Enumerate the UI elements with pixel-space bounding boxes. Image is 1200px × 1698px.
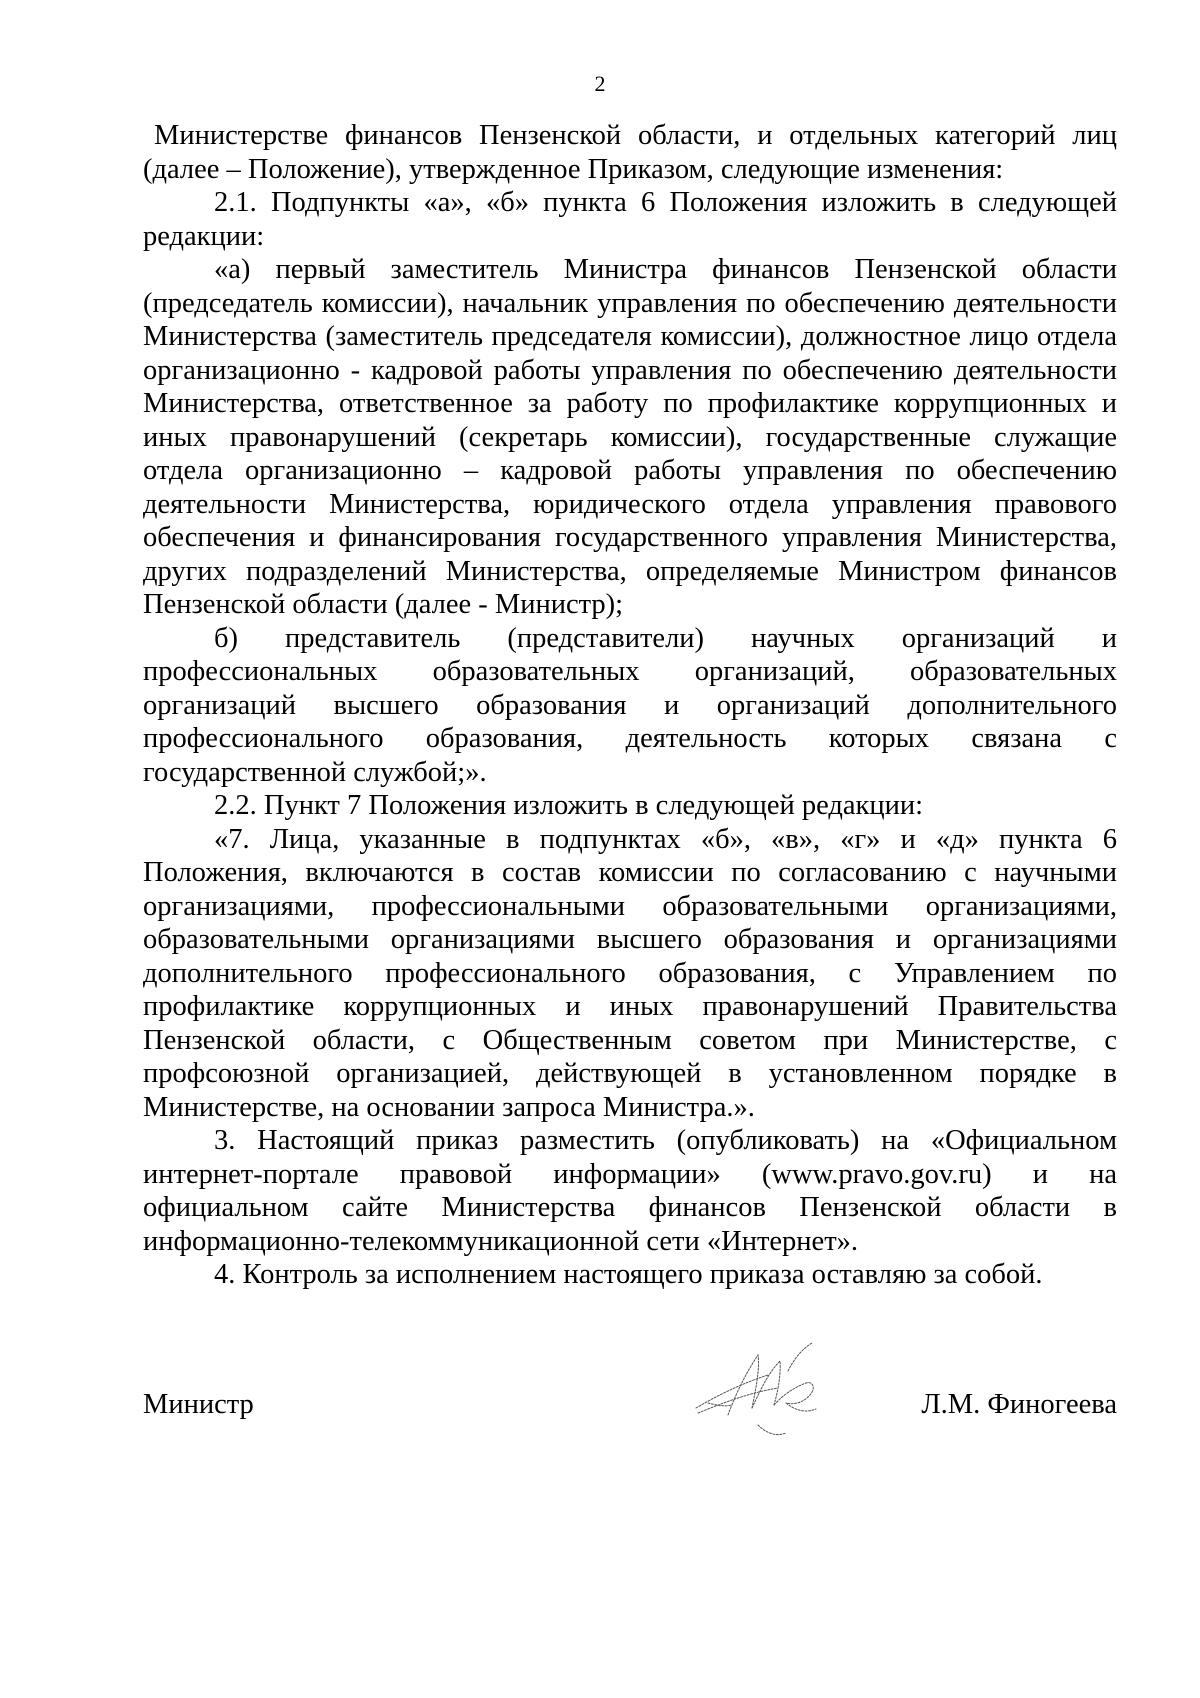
document-body (143, 119, 1117, 1292)
signature-block (143, 1388, 1117, 1428)
paragraph-2-1: 2.1. Подпункты «а», «б» пункта 6 Положения изложить в следующей редакции: (143, 187, 1117, 252)
paragraph-3: 3. Настоящий приказ разместить (опубликовать) на «Официальном интернет-портале правовой информации» (www.pravo.gov.ru) и на официальном сайте Министерства финансов Пензенской области в информационно-телекоммуникационной сети «Интернет». (143, 1125, 1117, 1257)
signatory-name: Л.М. Финогеева (921, 1389, 1117, 1420)
page-number: 2 (594, 71, 606, 96)
paragraph-subitem-a: «а) первый заместитель Министра финансов Пензенской области (председатель комиссии), начальник управления по обеспечению деятельности Министерства (заместитель председателя комиссии), должностное лицо отдела организационно - кадровой работы управления по обеспечению деятельности Министерства, ответственное за работу по профилактике коррупционных и иных правонарушений (секретарь комиссии), государственные служащие отдела организационно – кадровой работы управления по обеспечению деятельности Министерства, юридического отдела управления правового обеспечения и финансирования государственного управления Министерства, других подразделений Министерства, определяемые Министром финансов Пензенской области (далее - Министр); (143, 254, 1117, 620)
signatory-title: Министр (143, 1389, 254, 1420)
paragraph-2-2: 2.2. Пункт 7 Положения изложить в следующей редакции: (214, 790, 924, 821)
paragraph-subitem-b: б) представитель (представители) научных организаций и профессиональных образовательных организаций, образовательных организаций высшего образования и организаций дополнительного профессионального образования, деятельность которых связана с государственной службой;». (143, 622, 1117, 788)
paragraph-4: 4. Контроль за исполнением настоящего приказа оставляю за собой. (214, 1259, 1043, 1290)
paragraph-intro: Министерстве финансов Пензенской области, и отдельных категорий лиц (далее – Положение), утвержденное Приказом, следующие изменения: (143, 120, 1117, 185)
handwritten-signature (688, 1333, 833, 1443)
paragraph-item-7: «7. Лица, указанные в подпунктах «б», «в», «г» и «д» пункта 6 Положения, включаются в состав комиссии по согласованию с научными организациями, профессиональными образовательными организациями, образовательными организациями высшего образования и организациями дополнительного профессионального образования, с Управлением по профилактике коррупционных и иных правонарушений Правительства Пензенской области, с Общественным советом при Министерстве, с профсоюзной организацией, действующей в установленном порядке в Министерстве, на основании запроса Министра.». (143, 823, 1117, 1123)
